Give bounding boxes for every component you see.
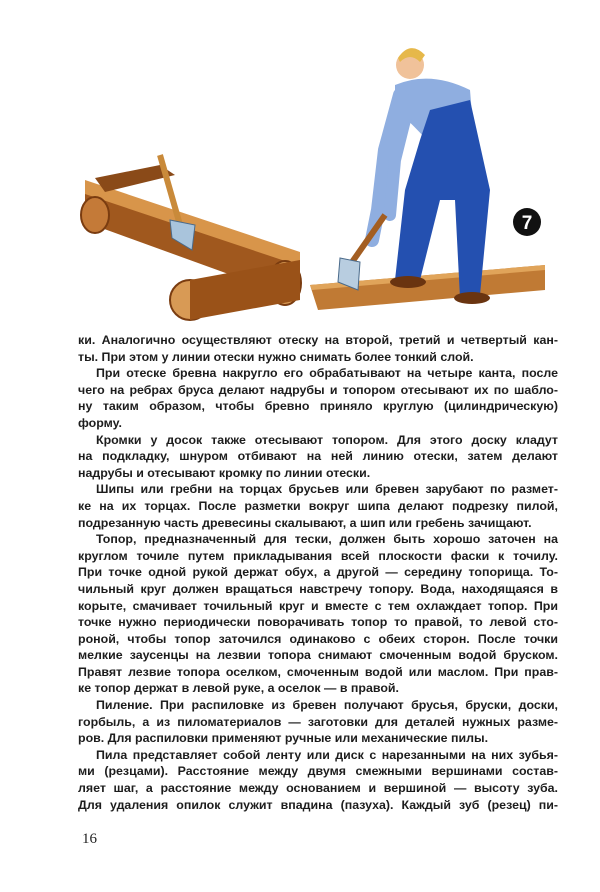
text-line: Правят лезвие топора оселком, смоченным водой или маслом. При прав- xyxy=(78,664,558,679)
text-line: ке на их торцах. После разметки вокруг шипа делают подрезку пилой, xyxy=(78,498,558,513)
text-line: круглом точиле путем прикладывания всей плоскости фаски к точилу. xyxy=(78,548,558,563)
text-line: ляет шаг, а расстояние между основанием и вершиной — высоту зуба. xyxy=(78,781,558,796)
text-line: Шипы или гребни на торцах брусьев или бревен зарубают по размет- xyxy=(96,482,558,497)
worker-figure xyxy=(310,48,545,310)
text-line: форму. xyxy=(78,415,122,430)
text-line: горбыль, а из пиломатериалов — заготовки для деталей нужных разме- xyxy=(78,714,558,729)
woodworking-illustration xyxy=(0,0,600,330)
text-line: надрубы и отесывают кромку по линии отески. xyxy=(78,465,371,480)
text-line: При точке одной рукой держат обух, а другой — середину топорища. То- xyxy=(78,565,558,580)
text-line: точке нужно периодически поворачивать топор то правой, то левой сто- xyxy=(78,615,558,630)
log-hewing-scene xyxy=(81,155,301,320)
text-line: При отеске бревна накругло его обрабатывают на четыре канта, после xyxy=(96,366,558,381)
text-line: Пила представляет собой ленту или диск с нарезанными на них зубья- xyxy=(96,747,558,762)
text-line: на подкладку, шнуром отбивают на ней линию отески, затем делают xyxy=(78,449,558,464)
text-line: Топор, предназначенный для тески, должен быть хорошо заточен на xyxy=(96,532,558,547)
text-line: подрезанную часть древесины скалывают, а шип или гребень зачищают. xyxy=(78,515,532,530)
text-line: ты. При этом у линии отески нужно снимать более тонкий слой. xyxy=(78,349,474,364)
paragraph xyxy=(78,481,558,531)
text-line: корыте, смачивает точильный круг и вместе с тем охлаждает топор. При xyxy=(78,598,558,613)
figure-number: 7 xyxy=(521,213,533,234)
page-number: 16 xyxy=(82,831,97,847)
text-line: ке топор держат в левой руке, а оселок — в правой. xyxy=(78,681,399,696)
text-line: роной, чтобы топор заточился одинаково с обеих сторон. После точки xyxy=(78,631,558,646)
text-line: чего на ребрах бруса делают надрубы и топором отесывают их по шабло- xyxy=(78,382,558,397)
body-text xyxy=(78,332,558,813)
paragraph xyxy=(78,332,558,365)
text-line-content: При распиловке из бревен получают брусья, бруски, доски, xyxy=(152,698,558,713)
text-line: чильный круг должен вращаться навстречу топору. Вода, находящаяся в xyxy=(78,581,558,596)
text-line xyxy=(78,697,558,714)
figure-number-badge xyxy=(513,208,541,236)
paragraph xyxy=(78,365,558,431)
text-line: Для удаления опилок служит впадина (пазуха). Каждый зуб (резец) пи- xyxy=(78,797,558,812)
paragraph xyxy=(78,697,558,747)
text-line: ров. Для распиловки применяют ручные или механические пилы. xyxy=(78,731,489,746)
paragraph xyxy=(78,432,558,482)
text-line: ки. Аналогично осуществляют отеску на второй, третий и четвертый кан- xyxy=(78,333,558,347)
text-line: ми (резцами). Расстояние между двумя смежными вершинами состав- xyxy=(78,764,558,779)
text-line: ну таким образом, чтобы бревно приняло круглую (цилиндрическую) xyxy=(78,399,558,414)
text-line: мелкие заусенцы на лезвии топора снимают смоченным водой бруском. xyxy=(78,648,558,663)
paragraph xyxy=(78,747,558,813)
paragraph xyxy=(78,531,558,697)
text-line: Кромки у досок также отесывают топором. Для этого доску кладут xyxy=(96,432,558,447)
section-runin-heading: Пиление. xyxy=(96,698,153,713)
